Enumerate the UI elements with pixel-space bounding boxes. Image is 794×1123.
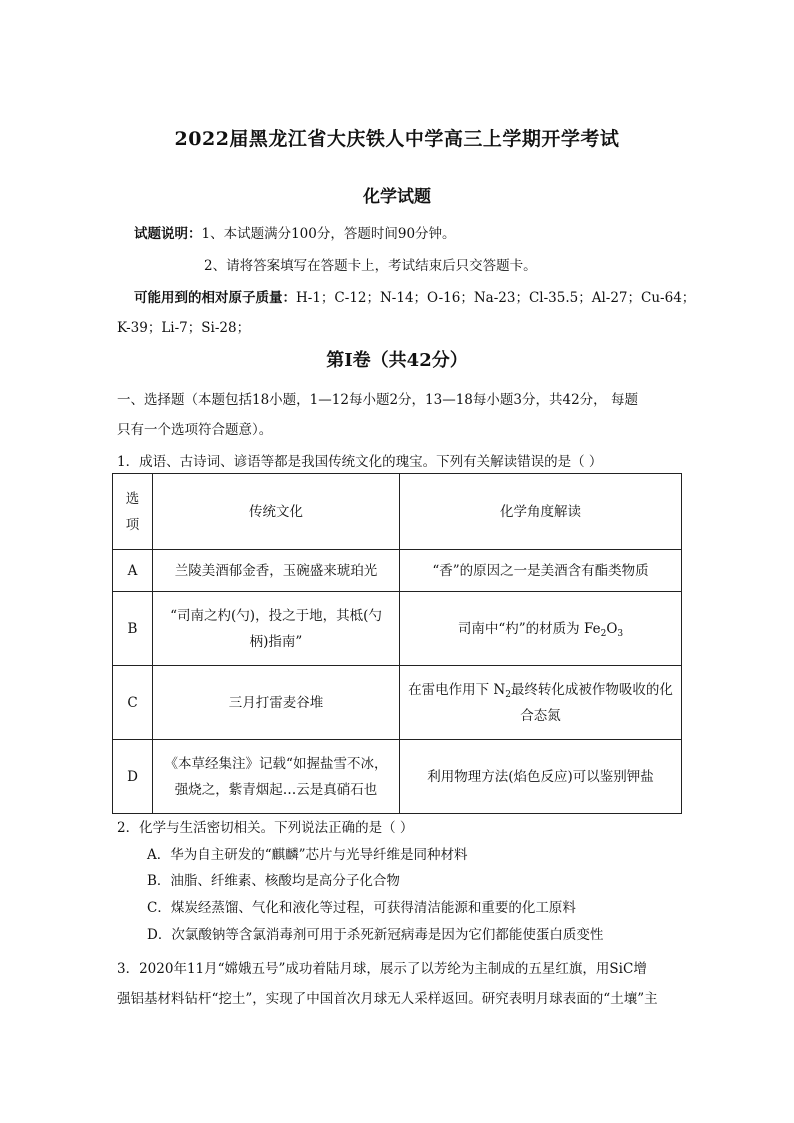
header-traditional-culture: 传统文化: [153, 474, 400, 550]
table-row: [113, 592, 682, 666]
section-intro-line-2: 只有一个选项符合题意）。: [117, 422, 273, 438]
row-option: A: [113, 550, 153, 592]
row-option: C: [113, 666, 153, 740]
row-option: B: [113, 592, 153, 666]
question-1-table: [112, 473, 682, 814]
exam-title: 2022届黑龙江省大庆铁人中学高三上学期开学考试: [174, 128, 620, 150]
row-culture: 《本草经集注》记载“如握盐雪不冰， 强烧之，紫青烟起…云是真硝石也: [153, 740, 400, 814]
atomic-mass-line-1: [134, 286, 695, 306]
question-3-line-2: 强铝基材料钻杆“挖土”，实现了中国首次月球无人采样返回。研究表明月球表面的“土壤”主: [117, 991, 658, 1007]
question-2-option-d: D．次氯酸钠等含氯消毒剂可用于杀死新冠病毒是因为它们都能使蛋白质变性: [147, 927, 604, 943]
row-chemistry: 在雷电作用下 $N_2$最终转化成被作物吸收的化 合态氮: [400, 666, 682, 740]
question-2-option-c: C．煤炭经蒸馏、气化和液化等过程，可获得清洁能源和重要的化工原料: [147, 900, 576, 916]
table-row: [113, 666, 682, 740]
table-header-row: [113, 474, 682, 550]
instructions-item-2: 2、请将答案填写在答题卡上，考试结束后只交答题卡。: [204, 258, 537, 274]
row-culture: 三月打雷麦谷堆: [153, 666, 400, 740]
question-2-stem: 2．化学与生活密切相关。下列说法正确的是（ ）: [117, 820, 414, 836]
atomic-mass-values-1: H-1；C-12；N-14；O-16；Na-23；Cl-35.5；Al-27；Cu-64；: [296, 290, 696, 306]
header-option: 选 项: [113, 474, 153, 550]
row-culture: 兰陵美酒郁金香，玉碗盛来琥珀光: [153, 550, 400, 592]
question-2-option-b: B．油脂、纤维素、核酸均是高分子化合物: [147, 873, 400, 889]
row-chemistry: “香”的原因之一是美酒含有酯类物质: [400, 550, 682, 592]
atomic-mass-label: 可能用到的相对原子质量：: [134, 290, 296, 306]
table-row: [113, 740, 682, 814]
row-culture: “司南之杓(勺)，投之于地，其柢(勺 柄)指南”: [153, 592, 400, 666]
table-row: [113, 550, 682, 592]
row-option: D: [113, 740, 153, 814]
instructions-item-1: 1、本试题满分100分，答题时间90分钟。: [201, 226, 456, 242]
section-intro-line-1: 一、选择题（本题包括18小题，1—12每小题2分，13—18每小题3分，共42分， 每题: [117, 392, 638, 408]
question-3-line-1: 3．2020年11月“嫦娥五号”成功着陆月球，展示了以芳纶为主制成的五星红旗，用SiC增: [117, 961, 647, 977]
question-2-option-a: A．华为自主研发的“麒麟”芯片与光导纤维是同种材料: [147, 847, 468, 863]
instructions-line-1: [134, 222, 456, 242]
row-chemistry: 利用物理方法(焰色反应)可以鉴别钾盐: [400, 740, 682, 814]
header-chemistry-reading: 化学角度解读: [400, 474, 682, 550]
section-title: 第Ⅰ卷（共42分）: [326, 350, 468, 371]
atomic-mass-line-2: K-39；Li-7；Si-28；: [117, 320, 251, 336]
row-chemistry: 司南中“杓”的材质为 $Fe_2O_3$: [400, 592, 682, 666]
question-1-stem: 1．成语、古诗词、谚语等都是我国传统文化的瑰宝。下列有关解读错误的是（ ）: [117, 454, 603, 470]
subject-title: 化学试题: [363, 187, 431, 207]
instructions-label: 试题说明：: [134, 226, 202, 242]
